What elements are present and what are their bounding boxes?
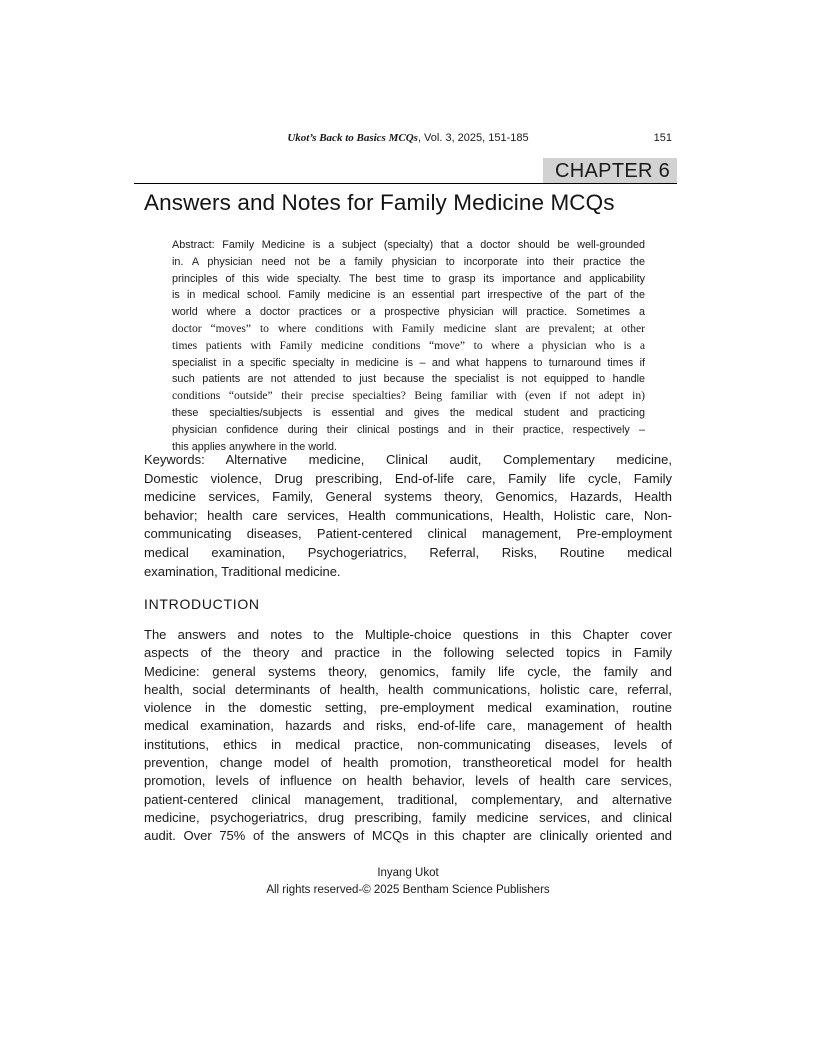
text-line: this applies anywhere in the world.	[172, 440, 338, 453]
text-line: physician confidence during their clinical postings and in their practice, respectively –	[172, 423, 645, 436]
text-line: aspects of the theory and practice in the following selected topics in Family	[144, 645, 672, 661]
chapter-banner: CHAPTER 6	[543, 158, 677, 184]
text-line: promotion, levels of influence on health behavior, levels of health care services,	[144, 773, 672, 789]
text-line: Keywords: Alternative medicine, Clinical audit, Complementary medicine,	[144, 452, 672, 467]
text-line: patient-centered clinical management, traditional, complementary, and alternative	[144, 791, 672, 807]
text-line: principles of this wide specialty. The best time to grasp its importance and applicability	[172, 272, 645, 285]
text-line: specialist in a specific specialty in medicine is – and what happens to turnaround times if	[172, 356, 645, 369]
text-line: these specialties/subjects is essential and gives the medical student and practicing	[172, 406, 645, 419]
text-line: is in medical school. Family medicine is an essential part irrespective of the part of the	[172, 289, 645, 302]
text-line: prevention, change model of health promotion, transtheoretical model for health	[144, 755, 672, 771]
footer-author: Inyang Ukot	[377, 867, 439, 879]
text-line: institutions, ethics in medical practice, non-communicating diseases, levels of	[144, 736, 672, 752]
chapter-title: Answers and Notes for Family Medicine MCQs	[144, 190, 615, 215]
text-line: Abstract: Family Medicine is a subject (specialty) that a doctor should be well-grounded	[172, 239, 645, 251]
text-line: medicine, psychogeriatrics, drug prescribing, family medicine services, and clinical	[144, 809, 672, 825]
text-line: examination, Traditional medicine.	[144, 563, 341, 579]
running-head	[144, 131, 672, 147]
text-line: Domestic violence, Drug prescribing, End-of-life care, Family life cycle, Family	[144, 470, 672, 486]
text-line: behavior; health care services, Health communications, Health, Holistic care, Non-	[144, 507, 672, 523]
introduction-paragraph	[144, 626, 672, 846]
text-line: health, social determinants of health, health communications, holistic care, referral,	[144, 681, 672, 697]
footer-copyright: All rights reserved-© 2025 Bentham Science Publishers	[266, 883, 550, 896]
page-footer	[144, 865, 672, 898]
text-line: medical examination, hazards and risks, end-of-life care, management of health	[144, 718, 672, 734]
text-line: Medicine: general systems theory, genomics, family life cycle, the family and	[144, 663, 672, 679]
text-line: world where a doctor practices or a prospective physician will practice. Sometimes a	[172, 306, 645, 319]
text-line: doctor “moves” to where conditions with Family medicine slant are prevalent; at other	[172, 321, 645, 335]
text-line: medicine services, Family, General systems theory, Genomics, Hazards, Health	[144, 489, 672, 505]
page-number: 151	[653, 132, 672, 144]
book-title: Ukot’s Back to Basics MCQs	[287, 132, 418, 144]
introduction-heading: INTRODUCTION	[144, 596, 260, 612]
text-line: communicating diseases, Patient-centered clinical management, Pre-employment	[144, 526, 672, 542]
text-line: The answers and notes to the Multiple-choice questions in this Chapter cover	[144, 627, 672, 642]
abstract-paragraph	[172, 237, 645, 455]
keywords-paragraph	[144, 451, 672, 581]
text-line: violence in the domestic setting, pre-employment medical examination, routine	[144, 700, 672, 716]
chapter-banner-row	[144, 158, 677, 184]
text-line: conditions “outside” their precise specialties? Being familiar with (even if not adept in)	[172, 389, 645, 403]
text-line: such patients are not attended to just because the specialist is not equipped to handle	[172, 373, 645, 386]
text-line: medical examination, Psychogeriatrics, Referral, Risks, Routine medical	[144, 544, 672, 560]
text-line: in. A physician need not be a family physician to incorporate into their practice the	[172, 255, 645, 268]
header-rule	[134, 183, 677, 184]
volume-citation: , Vol. 3, 2025, 151-185	[417, 132, 529, 144]
running-head-citation	[144, 131, 672, 146]
text-line: audit. Over 75% of the answers of MCQs in this chapter are clinically oriented and	[144, 828, 672, 844]
text-line: times patients with Family medicine conditions “move” to where a physician who is a	[172, 338, 645, 352]
